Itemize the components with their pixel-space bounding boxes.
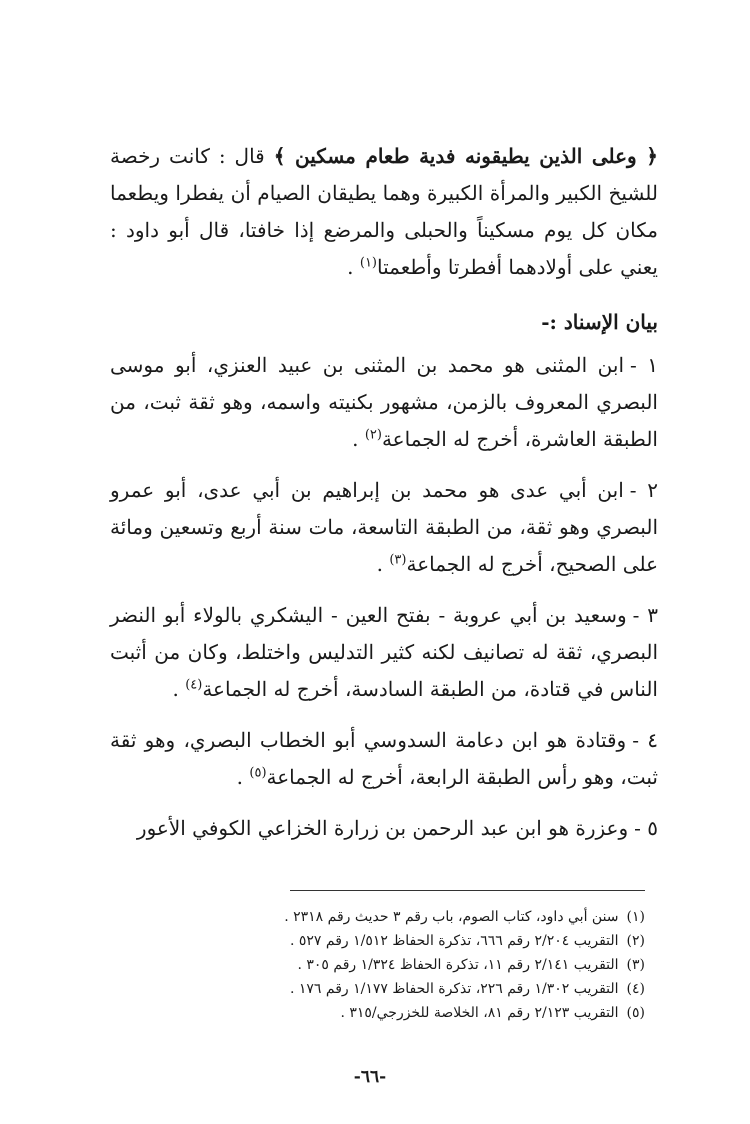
footnote-label: (٤) [626,981,645,997]
footnote-1 [105,905,645,929]
isnad-item-4 [110,722,658,796]
page-number: -٦٦- [353,1067,387,1087]
footnote-3 [105,953,645,977]
intro-end: . [347,255,360,279]
footnotes [105,905,645,1025]
item-text: وسعيد بن أبي عروبة - بفتح العين - اليشكري بالولاء أبو النضر البصري، ثقة له تصانيف لكنه كثير التدليس واختلط، وكان من أثبت الناس في قتادة، من الطبقة السادسة، أخرج له الجماعة [110,603,658,701]
footnote-label: (٢) [626,933,645,949]
footnote-text: سنن أبي داود، كتاب الصوم، باب رقم ٣ حديث رقم ٢٣١٨ . [284,909,619,925]
item-text: ابن المثنى هو محمد بن المثنى بن عبيد العنزي، أبو موسى البصري المعروف بالزمن، مشهور بكنيته واسمه، وهو ثقة ثبت، من الطبقة العاشرة، أخرج له الجماعة [110,353,658,451]
item-number: ٤ - [632,728,658,752]
item-text: ابن أبي عدى هو محمد بن إبراهيم بن أبي عدى، أبو عمرو البصري وهو ثقة، من الطبقة التاسعة، مات سنة أربع وتسعين ومائة على الصحيح، أخرج له الجماعة [110,478,658,576]
intro-text: قال : كانت رخصة للشيخ الكبير والمرأة الكبيرة وهما يطيقان الصيام أن يفطرا ويطعما مكان كل يوم مسكيناً والحبلى والمرضع إذا خافتا، قال أبو داود : يعني على أولادهما أفطرتا وأطعمتا [110,144,658,279]
quran-verse: ﴿ وعلى الذين يطيقونه فدية طعام مسكين ﴾ [273,144,659,168]
footnote-ref: (٢) [364,427,382,443]
item-text: وعزرة هو ابن عبد الرحمن بن زرارة الخزاعي الكوفي الأعور [136,816,629,840]
item-end: . [236,765,250,789]
intro-paragraph [110,138,658,286]
isnad-item-5 [110,810,658,847]
footnote-text: التقريب ٢/١٤١ رقم ١١، تذكرة الحفاظ ١/٣٢٤ رقم ٣٠٥ . [297,957,619,973]
item-number: ١ - [630,353,658,377]
footnote-ref: (١) [359,255,377,271]
footnote-divider [290,890,645,891]
item-end: . [172,677,186,701]
footnote-label: (١) [626,909,645,925]
isnad-item-3 [110,597,658,708]
footnote-text: التقريب ٢/٢٠٤ رقم ٦٦٦، تذكرة الحفاظ ١/٥١٢ رقم ٥٢٧ . [289,933,619,949]
isnad-item-1 [110,347,658,458]
footnote-text: التقريب ١/٣٠٢ رقم ٢٢٦، تذكرة الحفاظ ١/١٧٧ رقم ١٧٦ . [289,981,619,997]
item-number: ٣ - [632,603,658,627]
footnote-text: التقريب ٢/١٢٣ رقم ٨١، الخلاصة للخزرجي/٣١٥ . [340,1005,619,1021]
item-number: ٢ - [629,478,658,502]
footnote-5 [105,1001,645,1025]
footnote-label: (٣) [626,957,645,973]
isnad-item-2 [110,472,658,583]
item-number: ٥ - [634,816,658,840]
item-text: وقتادة هو ابن دعامة السدوسي أبو الخطاب البصري، وهو ثقة ثبت، وهو رأس الطبقة الرابعة، أخرج له الجماعة [110,728,658,789]
footnote-4 [105,977,645,1001]
footnote-label: (٥) [626,1005,645,1021]
footnote-ref: (٥) [249,765,267,781]
item-end: . [376,552,390,576]
section-heading: بيان الإسناد :- [541,310,658,334]
footnote-ref: (٣) [389,552,407,568]
main-text [110,138,658,861]
item-end: . [352,427,365,451]
footnote-ref: (٤) [185,677,203,693]
footnote-2 [105,929,645,953]
